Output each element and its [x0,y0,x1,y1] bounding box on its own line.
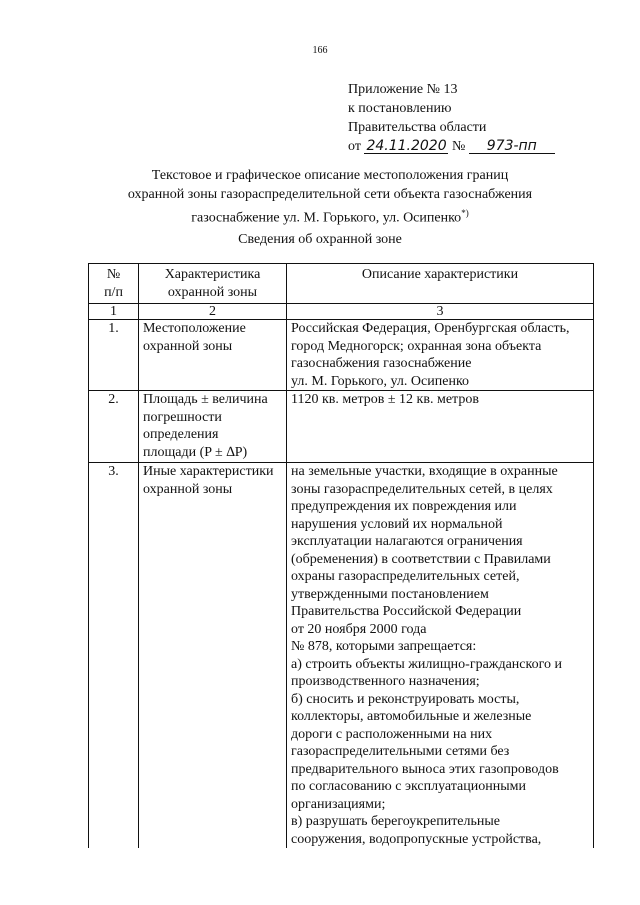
characteristic-line: погрешности [143,409,222,425]
description-line: охраны газораспределительных сетей, [291,569,520,584]
header-description-text: Описание характеристики [361,267,519,282]
description-line: по согласованию с эксплуатационными [291,779,526,794]
description-line: от 20 ноября 2000 года [291,621,427,637]
row-description [287,320,594,391]
row-characteristic [139,391,287,463]
row-characteristic [139,320,287,391]
description-line: дороги с расположенными на них [291,726,493,742]
table-row [89,320,594,391]
appendix-ot: от [348,139,361,154]
row-characteristic [139,463,287,849]
appendix-date-line [348,137,555,156]
col-number-3: 3 [287,304,594,320]
table-row [89,391,594,463]
title-line-1: Текстовое и графическое описание местоположения границ [151,168,509,183]
page-number: 166 [312,45,328,56]
appendix-line-3: Правительства области [348,120,487,135]
description-line: Правительства Российской Федерации [291,604,522,619]
description-line: коллекторы, автомобильные и железные [291,709,532,724]
characteristic-line: Площадь ± величина [143,392,268,407]
description-line: организациями; [291,796,386,812]
description-line: предварительного выноса этих газопроводов [291,761,559,777]
appendix-block [348,80,555,156]
description-line: город Медногорск; охранная зона объекта [291,338,542,354]
description-line: нарушения условий их нормальной [291,516,503,532]
row-number: 3. [89,463,139,849]
description-line: предупреждения их повреждения или [291,499,517,514]
header-characteristic-text: Характеристика охранной зоны [164,267,261,300]
document-title [60,166,600,228]
characteristic-line: Местоположение [143,321,246,336]
column-number-row [89,304,594,320]
characteristic-line: площади (P ± ∆P) [143,444,248,460]
row-description [287,391,594,463]
characteristic-line: определения [143,427,219,442]
title-line-2: охранной зоны газораспределительной сети объекта газоснабжения [127,187,533,202]
description-line: а) строить объекты жилищно-гражданского и [291,656,562,672]
description-line: газоснабжения газоснабжение [291,356,472,371]
section-subtitle: Сведения об охранной зоне [238,232,402,247]
appendix-num-sign: № [451,139,466,154]
header-description [287,264,594,304]
title-line-3-text: газоснабжение ул. М. Горького, ул. Осипенко [191,210,462,226]
col-number-1: 1 [89,304,139,320]
description-line: эксплуатации налагаются ограничения [291,534,523,549]
characteristic-line: охранной зоны [143,481,233,497]
description-line: ул. М. Горького, ул. Осипенко [291,373,470,389]
table-header-row [89,264,594,304]
description-line: Российская Федерация, Оренбургская область, [291,321,570,336]
description-line: в) разрушать берегоукрепительные [291,814,501,829]
appendix-line-1: Приложение № 13 [348,82,458,97]
title-line-3 [60,204,600,228]
handwritten-date: 24.11.2020 [366,138,447,154]
header-characteristic [139,264,287,304]
description-line: газораспределительными сетями без [291,744,510,759]
description-line: (обременения) в соответствии с Правилами [291,551,551,567]
header-number-text: № п/п [104,267,123,300]
table-row [89,463,594,849]
description-line: на земельные участки, входящие в охранные [291,464,558,479]
characteristic-line: Иные характеристики [143,464,274,479]
description-line: производственного назначения; [291,674,480,689]
description-line: зоны газораспределительных сетей, в целях [291,481,553,497]
description-line: б) сносить и реконструировать мосты, [291,691,520,707]
description-line: 1120 кв. метров ± 12 кв. метров [291,392,479,407]
description-line: сооружения, водопропускные устройства, [291,831,542,847]
footnote-mark: *) [461,208,469,218]
row-number: 1. [89,320,139,391]
appendix-line-2: к постановлению [348,101,452,116]
row-description [287,463,594,849]
row-number: 2. [89,391,139,463]
description-line: № 878, которыми запрещается: [291,639,477,654]
characteristic-line: охранной зоны [143,338,233,354]
description-line: утвержденными постановлением [291,586,489,602]
header-number [89,264,139,304]
col-number-2: 2 [139,304,287,320]
protection-zone-table [88,263,594,848]
handwritten-number: 973-пп [469,139,555,154]
